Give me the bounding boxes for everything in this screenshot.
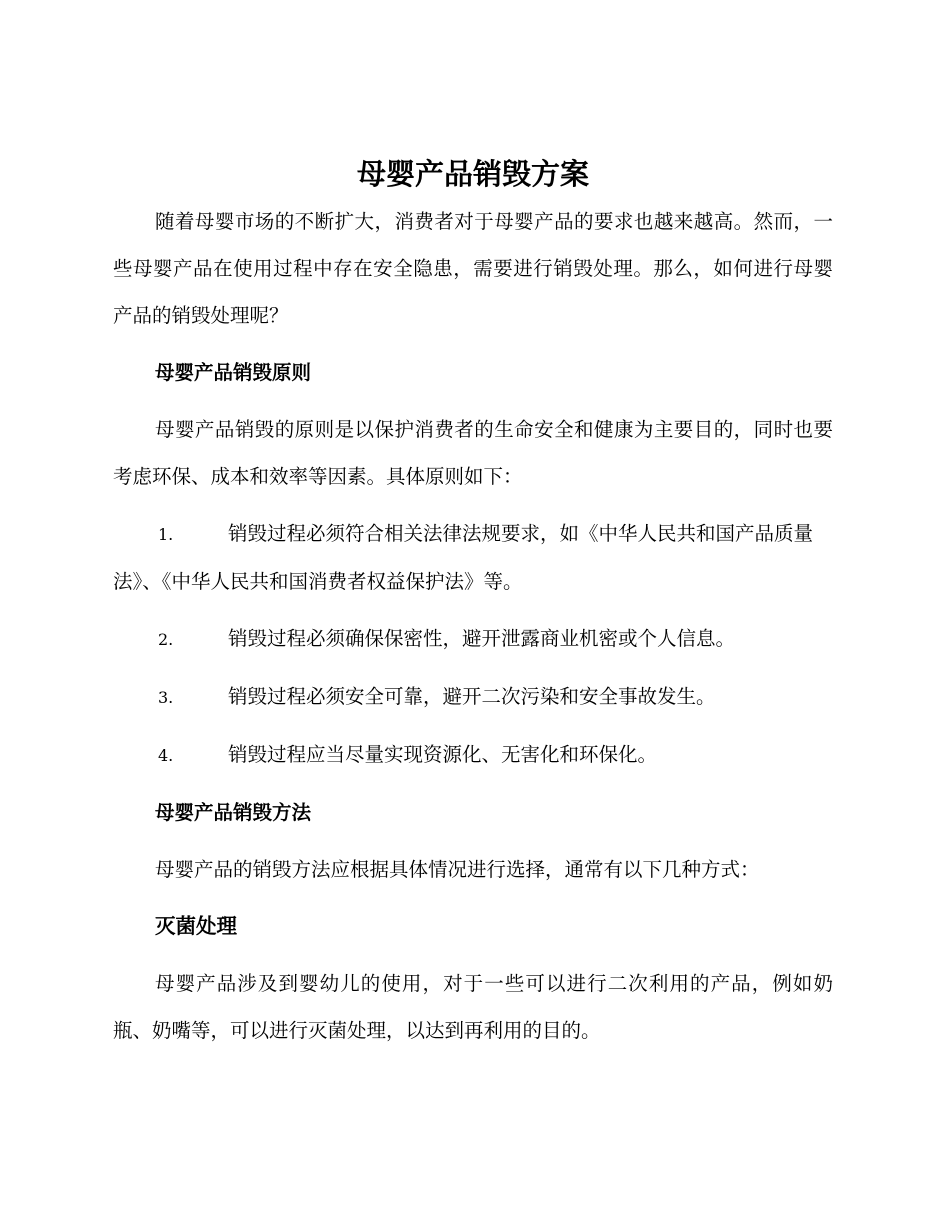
list-item-number: 4.	[158, 746, 174, 765]
list-item	[113, 615, 833, 663]
list-item-text: 销毁过程必须安全可靠，避开二次污染和安全事故发生。	[228, 685, 716, 708]
section-heading-principles: 母婴产品销毁原则	[155, 361, 312, 384]
section-heading-methods: 母婴产品销毁方法	[155, 801, 312, 824]
list-item-text: 销毁过程必须符合相关法律法规要求，如《中华人民共和国产品质量法》、《中华人民共和国消费者权益保护法》等。	[113, 522, 814, 593]
list-item	[113, 673, 833, 721]
intro-paragraph: 随着母婴市场的不断扩大，消费者对于母婴产品的要求也越来越高。然而，一些母婴产品在使用过程中存在安全隐患，需要进行销毁处理。那么，如何进行母婴产品的销毁处理呢？	[113, 210, 833, 327]
section-heading-sterilization: 灭菌处理	[155, 914, 237, 938]
sterilization-paragraph: 母婴产品涉及到婴幼儿的使用，对于一些可以进行二次利用的产品，例如奶瓶、奶嘴等，可以进行灭菌处理，以达到再利用的目的。	[113, 972, 833, 1042]
list-item-number: 1.	[158, 525, 174, 544]
list-item-text: 销毁过程应当尽量实现资源化、无害化和环保化。	[228, 743, 658, 766]
list-item-number: 2.	[158, 630, 174, 649]
document-body	[113, 148, 833, 1064]
list-item-number: 3.	[158, 688, 174, 707]
list-item	[113, 510, 833, 605]
list-item	[113, 731, 833, 779]
list-item-text: 销毁过程必须确保保密性，避开泄露商业机密或个人信息。	[228, 627, 736, 650]
methods-paragraph: 母婴产品的销毁方法应根据具体情况进行选择，通常有以下几种方式：	[155, 858, 760, 881]
principles-paragraph: 母婴产品销毁的原则是以保护消费者的生命安全和健康为主要目的，同时也要考虑环保、成本和效率等因素。具体原则如下：	[113, 418, 833, 488]
document-title: 母婴产品销毁方案	[356, 157, 589, 191]
